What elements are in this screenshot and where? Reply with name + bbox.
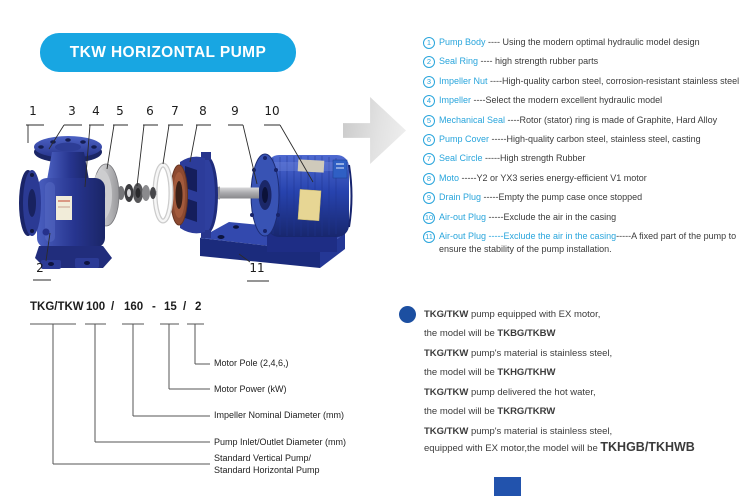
motor bbox=[250, 154, 352, 237]
part-number-badge: 8 bbox=[423, 173, 435, 185]
part-name: Impeller Nut bbox=[439, 75, 488, 86]
note-text: the model will be bbox=[424, 406, 498, 417]
part-name: Impeller bbox=[439, 95, 472, 106]
part-callout-6: 6 bbox=[146, 104, 154, 118]
seal-circle bbox=[155, 165, 171, 221]
note-bullet-icon bbox=[399, 306, 416, 323]
part-name: Mechanical Seal bbox=[439, 114, 506, 125]
note-text: equipped with EX motor,the model will be bbox=[424, 443, 601, 454]
part-name: Moto bbox=[439, 172, 460, 183]
parts-list-item-6 bbox=[423, 133, 756, 146]
model-code-label bbox=[214, 436, 346, 448]
note-text: pump delivered the hot water, bbox=[470, 387, 596, 398]
note-text: pump's material is stainless steel, bbox=[470, 348, 613, 359]
model-code-label bbox=[214, 357, 289, 369]
part-description: -----Exclude the air in the casing bbox=[486, 211, 617, 222]
model-code-label-line: Standard Vertical Pump/ bbox=[214, 453, 312, 463]
note-text: the model will be bbox=[424, 328, 498, 339]
mechanical-seal bbox=[115, 183, 157, 203]
part-callout-2: 2 bbox=[36, 261, 44, 275]
model-code-segment: TKG/TKW bbox=[30, 301, 84, 313]
part-callout-9: 9 bbox=[231, 104, 239, 118]
part-number-badge: 5 bbox=[423, 115, 435, 127]
part-name: Seal Circle bbox=[439, 153, 483, 164]
ex-note-line bbox=[424, 328, 555, 339]
ex-note-line bbox=[424, 406, 555, 417]
motor-nameplate bbox=[298, 189, 321, 220]
part-number-badge: 7 bbox=[423, 153, 435, 165]
part-description: -----Y2 or YX3 series energy-efficient V1 motor bbox=[459, 172, 647, 183]
part-callout-11: 11 bbox=[249, 261, 265, 275]
parts-list-item-11 bbox=[423, 230, 756, 255]
part-callout-8: 8 bbox=[199, 104, 207, 118]
model-code-segment: / bbox=[111, 301, 115, 313]
model-code-segment: 160 bbox=[124, 301, 144, 313]
drain-plug bbox=[43, 229, 50, 236]
parts-list-item-4 bbox=[423, 94, 756, 107]
model-name: TKG/TKW bbox=[424, 387, 471, 398]
part-number-badge: 1 bbox=[423, 37, 435, 49]
parts-list-item-8 bbox=[423, 172, 756, 185]
note-text: pump equipped with EX motor, bbox=[470, 309, 601, 320]
model-name: TKG/TKW bbox=[424, 348, 471, 359]
part-description: -----Empty the pump case once stopped bbox=[481, 192, 643, 203]
pump-cover bbox=[171, 152, 219, 238]
pump-body bbox=[19, 136, 112, 269]
part-callout-1: 1 bbox=[29, 104, 37, 118]
model-code-label-line: Pump Inlet/Outlet Diameter (mm) bbox=[214, 437, 347, 447]
model-code-label-line: Motor Pole (2,4,6,) bbox=[214, 358, 289, 368]
part-description: ----High-quality carbon steel, corrosion-resistant stainless steel bbox=[487, 75, 740, 86]
model-code-segment: / bbox=[183, 301, 187, 313]
model-name: TKBG/TKBW bbox=[497, 328, 556, 339]
motor-top-plate bbox=[298, 159, 325, 172]
pump-label bbox=[56, 196, 72, 220]
part-description: ----Select the modern excellent hydraulic model bbox=[471, 95, 663, 106]
footer-square-decoration bbox=[494, 477, 521, 496]
part-description: -----High-quality carbon steel, stainless steel, casting bbox=[489, 134, 701, 144]
ex-note-line bbox=[424, 348, 612, 359]
part-number-badge: 4 bbox=[423, 95, 435, 107]
part-description: -----A fixed part of the pump to ensure the stability of the pump installation. bbox=[439, 231, 737, 254]
parts-list-item-7 bbox=[423, 152, 756, 165]
ex-note-line bbox=[424, 426, 612, 437]
part-name: Drain Plug bbox=[439, 192, 482, 203]
part-callout-3: 3 bbox=[68, 104, 76, 118]
model-code-label-line: Motor Power (kW) bbox=[214, 384, 287, 394]
part-number-badge: 11 bbox=[423, 231, 435, 243]
model-code-segment: 2 bbox=[195, 301, 202, 313]
part-name: Pump Cover bbox=[439, 134, 490, 144]
model-code-bracket-lines bbox=[28, 322, 218, 468]
parts-list-item-2 bbox=[423, 55, 756, 68]
model-name: TKG/TKW bbox=[424, 309, 471, 320]
part-callout-5: 5 bbox=[116, 104, 124, 118]
parts-list-item-10 bbox=[423, 211, 756, 224]
title-banner bbox=[40, 33, 296, 72]
part-name: Pump Body bbox=[439, 37, 486, 47]
part-number-badge: 10 bbox=[424, 212, 434, 222]
pump-exploded-illustration bbox=[15, 100, 360, 295]
model-code-segment: 15 bbox=[164, 301, 177, 313]
part-description: -----High strength Rubber bbox=[482, 153, 586, 164]
part-callout-7: 7 bbox=[171, 104, 179, 118]
ex-note-line bbox=[424, 367, 555, 378]
part-description: ---- high strength rubber parts bbox=[478, 56, 599, 67]
model-code-segment: 100 bbox=[86, 301, 106, 313]
part-description: ---- Using the modern optimal hydraulic model design bbox=[485, 37, 700, 47]
model-name: TKHG/TKHW bbox=[497, 367, 556, 378]
parts-list-item-3 bbox=[423, 75, 756, 88]
part-number-badge: 2 bbox=[423, 56, 435, 68]
model-code-segment: - bbox=[152, 301, 156, 313]
parts-list-item-1 bbox=[423, 36, 756, 49]
part-number-badge: 9 bbox=[423, 192, 435, 204]
ex-note-line bbox=[424, 387, 596, 398]
ex-note-line bbox=[424, 440, 695, 454]
part-description: ----Rotor (stator) ring is made of Graphite, Hard Alloy bbox=[505, 114, 718, 125]
part-name: Seal Ring bbox=[439, 56, 479, 67]
note-text: pump's material is stainless steel, bbox=[470, 426, 613, 437]
ex-note-line bbox=[424, 309, 600, 320]
part-number-badge: 6 bbox=[423, 134, 435, 146]
model-code-label bbox=[214, 383, 287, 395]
model-code-label-line: Impeller Nominal Diameter (mm) bbox=[214, 410, 345, 420]
part-name: Air-out Plug -----Exclude the air in the casing bbox=[439, 231, 617, 241]
parts-list-item-5 bbox=[423, 114, 756, 127]
motor-sticker bbox=[333, 160, 347, 178]
note-text: the model will be bbox=[424, 367, 498, 378]
model-name: TKRG/TKRW bbox=[497, 406, 556, 417]
model-name: TKG/TKW bbox=[424, 426, 471, 437]
part-number-badge: 3 bbox=[423, 76, 435, 88]
parts-list-item-9 bbox=[423, 191, 756, 204]
part-callout-4: 4 bbox=[92, 104, 100, 118]
model-code-label bbox=[214, 409, 344, 421]
model-code-label-line: Standard Horizontal Pump bbox=[214, 465, 320, 475]
part-name: Air-out Plug bbox=[439, 211, 487, 222]
model-code-label bbox=[214, 452, 320, 476]
page-title: TKW HORIZONTAL PUMP bbox=[69, 43, 267, 61]
model-name: TKHGB/TKHWB bbox=[600, 440, 695, 454]
part-callout-10: 10 bbox=[264, 104, 280, 118]
